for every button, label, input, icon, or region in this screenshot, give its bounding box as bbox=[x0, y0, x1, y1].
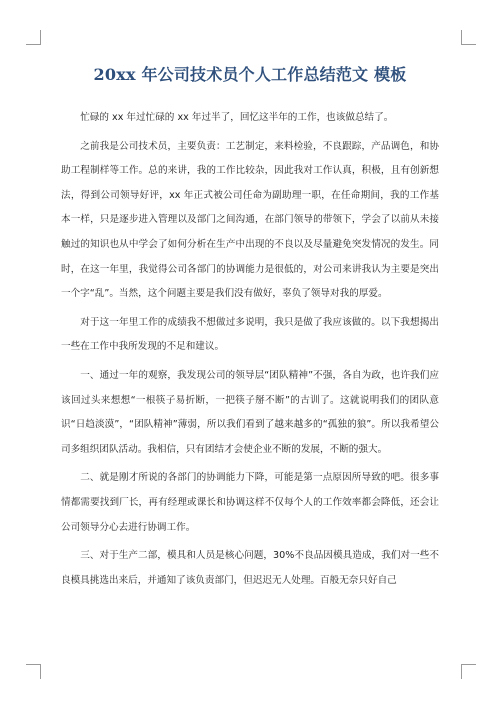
crop-mark-bottom-left bbox=[26, 664, 41, 679]
crop-mark-top-right bbox=[461, 30, 476, 45]
paragraph-intro: 忙碌的 xx 年过忙碌的 xx 年过半了，回忆这半年的工作，也该做总结了。 bbox=[80, 112, 394, 123]
document-body bbox=[61, 106, 439, 593]
paragraph-responsibilities: 之前我是公司技术员，主要负责：工艺制定，来料检验，不良跟踪，产品调色，和协助工程制样等工作。总的来讲，我的工作比较杂，因此我对工作认真，积极，且有创新想法，得到公司领导好评，xx 年正式被公司任命为副助理一职，在任命期间，我的工作基本一样，只是逐步进入管理以及部门之间沟通，在部门领导的带领下，学会了以前从未接触过的知识也从中学会了如何分析在生产中出现的不良以及尽量避免突发情况的发生。同时，在这一年里，我觉得公司各部门的协调能力是很低的，对公司来讲我认为主要是突出一个字“乱”。当然，这个问题主要是我们没有做好，辜负了领导对我的厚爱。 bbox=[61, 140, 439, 300]
paragraph-suggestions-intro: 对于这一年里工作的成绩我不想做过多说明，我只是做了我应该做的。以下我想揭出一些在工作中我所发现的不足和建议。 bbox=[61, 316, 439, 353]
paragraph-point-two: 二、就是刚才所说的各部门的协调能力下降，可能是第一点原因所导致的吧。很多事情都需要找到厂长，再有经理或课长和协调这样不仅每个人的工作效率都会降低，还会让公司领导分心去进行协调工作。 bbox=[61, 472, 439, 533]
crop-mark-bottom-right bbox=[461, 664, 476, 679]
document-title: 20xx 年公司技术员个人工作总结范文 模板 bbox=[93, 65, 407, 84]
crop-mark-top-left bbox=[26, 30, 41, 45]
paragraph-point-one: 一、通过一年的观察，我发现公司的领导层“团队精神”不强，各自为政，也许我们应该回过头来想想“一根筷子易折断，一把筷子掰不断”的古训了。这就说明我们的团队意识“日趋淡漠”，“团队精神”薄弱，所以我们看到了越来越多的“孤独的狼”。所以我希望公司多组织团队活动。我相信，只有团结才会使企业不断的发展，不断的强大。 bbox=[61, 369, 439, 455]
paragraph-point-three: 三、对于生产二部，模具和人员是核心问题，30%不良品因模具造成，我们对一些不良模具挑选出来后，并通知了该负责部门，但迟迟无人处理。百般无奈只好自己 bbox=[61, 550, 439, 586]
